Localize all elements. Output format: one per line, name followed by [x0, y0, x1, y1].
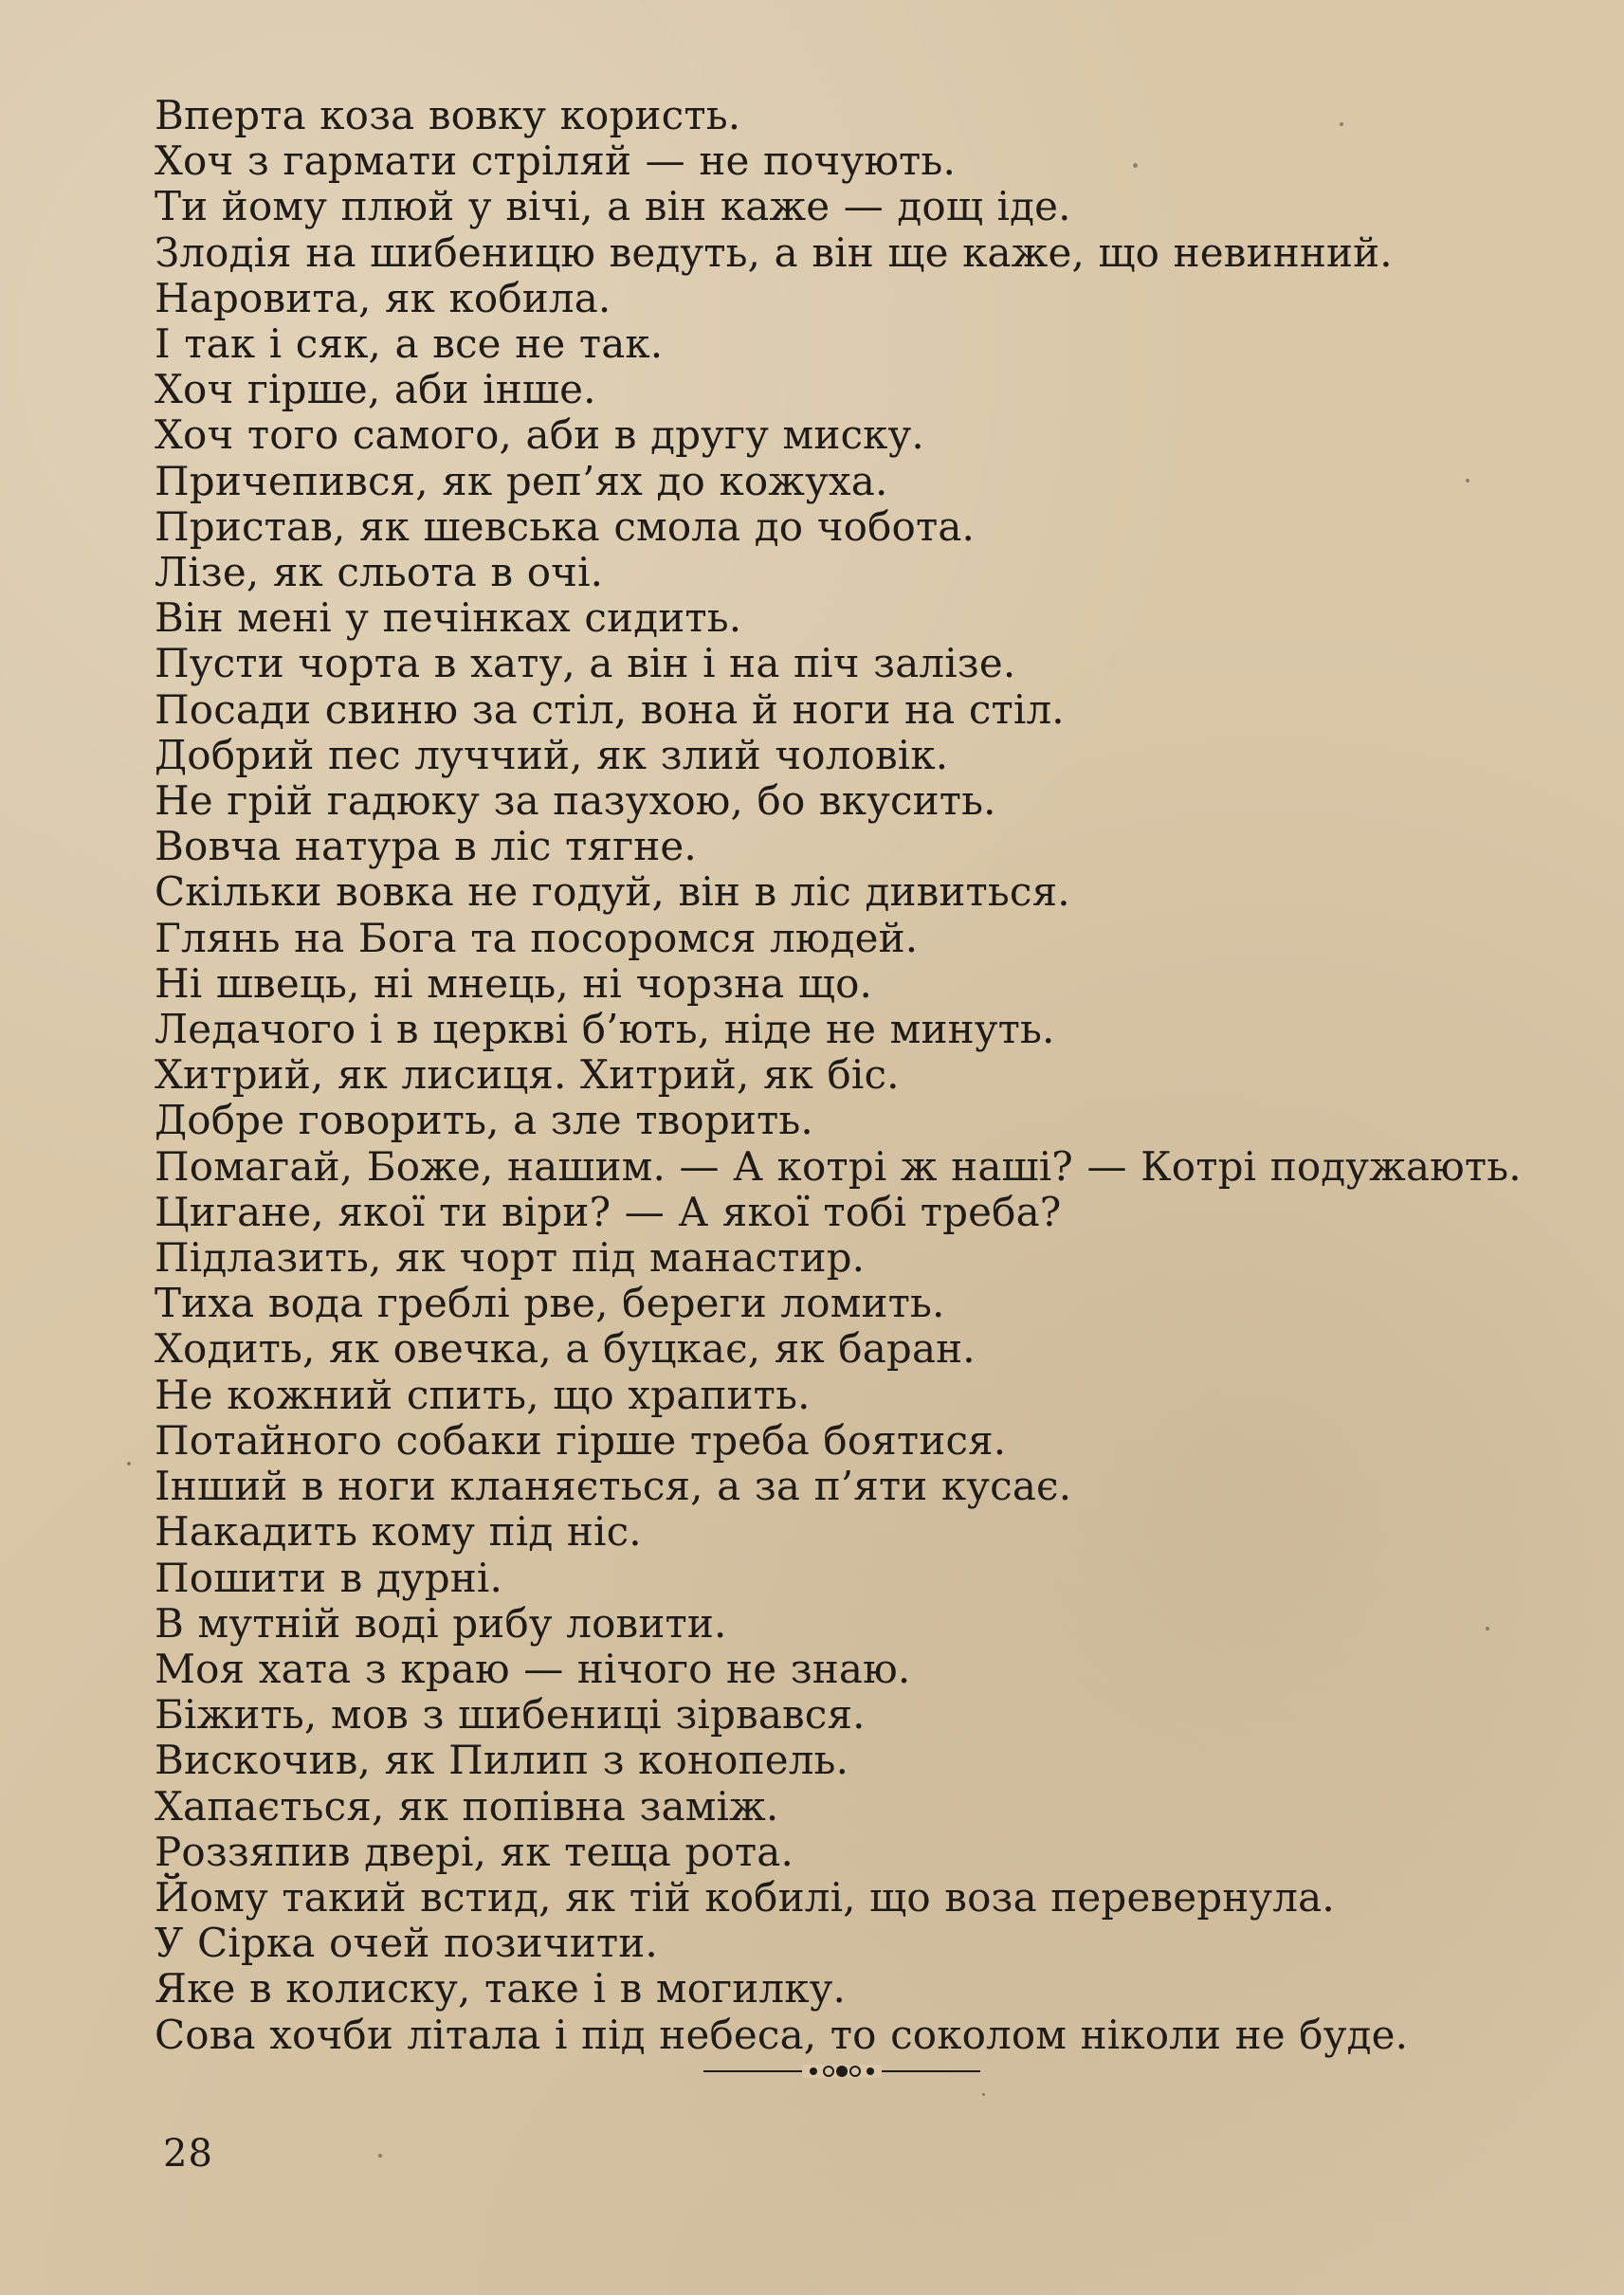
text-line: Сова хочби літала і під небеса, то соколом ніколи не буде.	[155, 2011, 1409, 2058]
text-line: Моя хата з краю — нічого не знаю.	[155, 1645, 911, 1692]
text-line: Він мені у печінках сидить.	[155, 594, 742, 642]
text-line: Вовча натура в ліс тягне.	[155, 823, 697, 870]
text-line: Причепився, як реп’ях до кожуха.	[155, 457, 888, 504]
text-line: Хитрий, як лисиця. Хитрий, як біс.	[155, 1051, 900, 1099]
text-line: Скільки вовка не годуй, він в ліс дивиться.	[155, 868, 1070, 916]
paper-speck	[982, 2093, 985, 2096]
text-line: І так і сяк, а все не так.	[155, 320, 664, 368]
proverbs-text	[155, 93, 1529, 2058]
text-line: Посади свиню за стіл, вона й ноги на стіл.	[155, 685, 1065, 733]
text-line: Хоч гірше, аби інше.	[155, 366, 596, 413]
text-line: Пусти чорта в хату, а він і на піч залізе.	[155, 640, 1016, 687]
ornament-divider	[703, 2055, 980, 2087]
text-line: Ні швець, ні мнець, ні чорзна що.	[155, 959, 873, 1007]
text-line: Біжить, мов з шибениці зірвався.	[155, 1691, 866, 1739]
text-line: Роззяпив двері, як теща рота.	[155, 1828, 794, 1875]
text-line: Вперта коза вовку користь.	[155, 92, 741, 138]
paper-speck	[127, 1462, 131, 1466]
text-line: Потайного собаки гірше треба боятися.	[155, 1416, 1007, 1464]
paper-speck	[1133, 163, 1138, 168]
text-line: Наровита, як кобила.	[155, 274, 611, 321]
text-line: Йому такий встид, як тій кобилі, що воза перевернула.	[155, 1873, 1335, 1921]
text-line: Тиха вода греблі рве, береги ломить.	[155, 1280, 945, 1327]
text-line: Лізе, як сльота в очі.	[155, 549, 604, 596]
text-line: Пристав, як шевська смола до чобота.	[155, 502, 976, 550]
text-line: Накадить кому під ніс.	[155, 1508, 642, 1556]
text-line: Хапається, як попівна заміж.	[155, 1782, 779, 1830]
text-line: Ледачого і в церкві б’ють, ніде не минуть.	[155, 1006, 1055, 1053]
text-line: Не кожний спить, що храпить.	[155, 1371, 811, 1418]
text-line: У Сірка очей позичити.	[155, 1920, 658, 1967]
paper-speck	[1466, 479, 1469, 483]
text-line: Інший в ноги кланяється, а за п’яти кусає.	[155, 1463, 1072, 1510]
text-line: Ходить, як овечка, а буцкає, як баран.	[155, 1325, 976, 1373]
text-line: Добре говорить, а зле творить.	[155, 1097, 813, 1144]
paper-speck	[1486, 1627, 1489, 1630]
text-line: Помагай, Боже, нашим. — А котрі ж наші? — Котрі подужають.	[155, 1142, 1522, 1190]
text-line: Хоч з гармати стріляй — не почують.	[155, 137, 956, 185]
text-line: Яке в колиску, таке і в могилку.	[155, 1965, 847, 2013]
text-line: Не грій гадюку за пазухою, бо вкусить.	[155, 777, 996, 825]
text-line: Підлазить, як чорт під манастир.	[155, 1234, 866, 1282]
text-line: Хоч того самого, аби в другу миску.	[155, 411, 924, 459]
text-line: Ти йому плюй у вічі, а він каже — дощ іде.	[155, 183, 1071, 230]
paper-speck	[1340, 122, 1343, 126]
text-line: Вискочив, як Пилип з конопель.	[155, 1737, 849, 1784]
text-line: Добрий пес луччий, як злий чоловік.	[155, 731, 949, 778]
page-number: 28	[163, 2132, 213, 2176]
paper-speck	[378, 2154, 382, 2158]
text-line: Глянь на Бога та посоромся людей.	[155, 914, 919, 961]
text-line: Злодія на шибеницю ведуть, а він ще каже, що невинний.	[155, 228, 1393, 276]
text-line: Цигане, якої ти віри? — А якої тобі треба?	[155, 1188, 1062, 1235]
text-line: Пошити в дурні.	[155, 1554, 503, 1601]
text-line: В мутній воді рибу ловити.	[155, 1599, 727, 1647]
